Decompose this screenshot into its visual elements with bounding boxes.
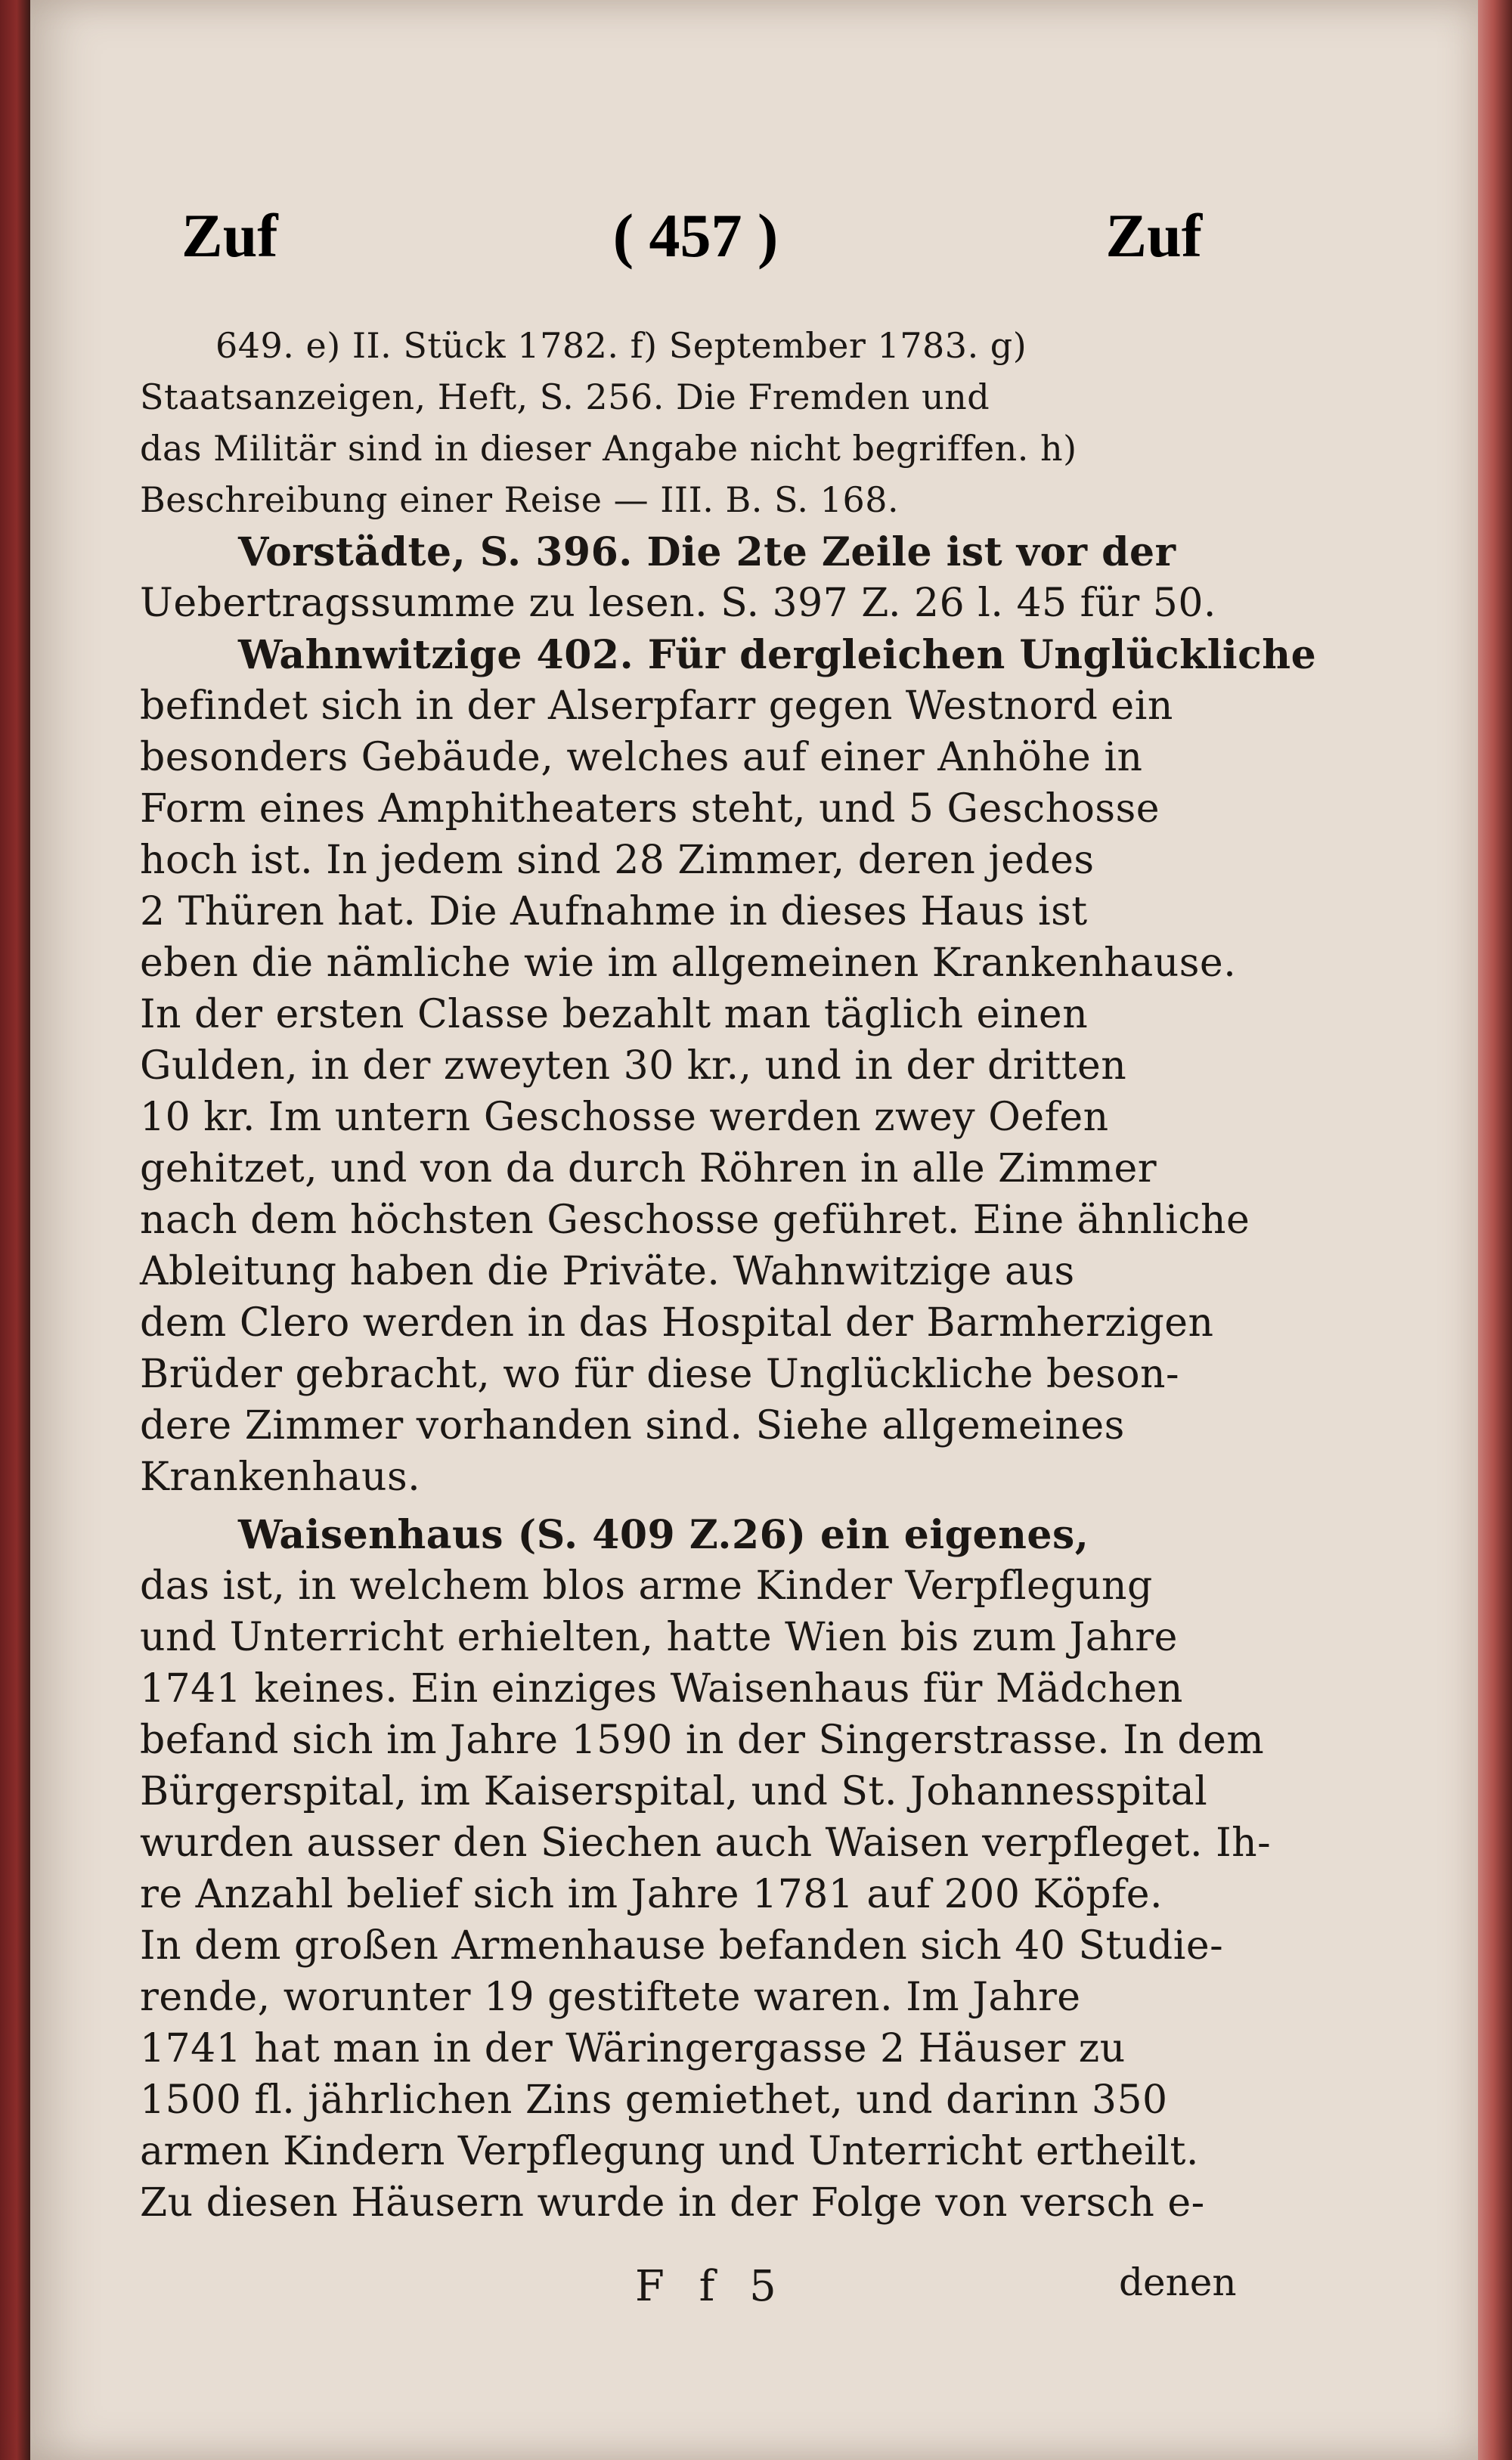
text-line: und Unterricht erhielten, hatte Wien bis zum Jahre: [140, 1615, 1178, 1660]
book-cover-edge-right: [1478, 0, 1512, 2460]
text-line: Ableitung haben die Priväte. Wahnwitzige aus: [140, 1249, 1075, 1294]
text-line: 1741 keines. Ein einziges Waisenhaus für Mädchen: [140, 1666, 1183, 1712]
text-line: befand sich im Jahre 1590 in der Singerstrasse. In dem: [140, 1718, 1265, 1763]
entry-line-waisenhaus: Waisenhaus (S. 409 Z.26) ein eigenes,: [238, 1512, 1089, 1558]
text-line: Beschreibung einer Reise — III. B. S. 168.: [140, 479, 900, 520]
text-line: Krankenhaus.: [140, 1455, 421, 1500]
text-line: wurden ausser den Siechen auch Waisen verpfleget. Ih-: [140, 1820, 1272, 1866]
entry-line-vorstaedte: Vorstädte, S. 396. Die 2te Zeile ist vor der: [238, 529, 1176, 575]
text-line: 1500 fl. jährlichen Zins gemiethet, und darinn 350: [140, 2077, 1168, 2123]
text-line: besonders Gebäude, welches auf einer Anhöhe in: [140, 735, 1143, 780]
text-line: re Anzahl belief sich im Jahre 1781 auf 200 Köpfe.: [140, 1872, 1163, 1917]
catchword: denen: [1119, 2260, 1237, 2304]
text-line: Gulden, in der zweyten 30 kr., und in der dritten: [140, 1043, 1127, 1089]
text-line: Uebertragssumme zu lesen. S. 397 Z. 26 l. 45 für 50.: [140, 581, 1216, 626]
text-line: gehitzet, und von da durch Röhren in alle Zimmer: [140, 1146, 1157, 1191]
text-line: In dem großen Armenhause befanden sich 40 Studie-: [140, 1923, 1224, 1969]
text-line: dem Clero werden in das Hospital der Barmherzigen: [140, 1300, 1214, 1346]
text-line: hoch ist. In jedem sind 28 Zimmer, deren jedes: [140, 838, 1095, 883]
entry-line-wahnwitzige: Wahnwitzige 402. Für dergleichen Unglückliche: [238, 632, 1317, 678]
text-line: 649. e) II. Stück 1782. f) September 1783. g): [215, 325, 1027, 366]
book-cover-edge-left: [0, 0, 30, 2460]
text-line: Brüder gebracht, wo für diese Unglückliche beson-: [140, 1352, 1180, 1397]
text-line: Form eines Amphitheaters steht, und 5 Geschosse: [140, 786, 1160, 832]
text-line: In der ersten Classe bezahlt man täglich einen: [140, 992, 1089, 1037]
text-line: nach dem höchsten Geschosse geführet. Eine ähnliche: [140, 1197, 1250, 1243]
header-left-catchword: Zuf: [181, 201, 278, 270]
text-line: armen Kindern Verpflegung und Unterricht ertheilt.: [140, 2129, 1199, 2174]
text-line: 1741 hat man in der Wäringergasse 2 Häuser zu: [140, 2026, 1126, 2071]
text-line: eben die nämliche wie im allgemeinen Krankenhause.: [140, 940, 1237, 986]
text-line: Zu diesen Häusern wurde in der Folge von versch e-: [140, 2180, 1205, 2226]
text-line: 2 Thüren hat. Die Aufnahme in dieses Haus ist: [140, 889, 1088, 934]
text-line: dere Zimmer vorhanden sind. Siehe allgemeines: [140, 1403, 1125, 1448]
header-right-catchword: Zuf: [1105, 201, 1202, 270]
signature-mark: F f 5: [635, 2262, 787, 2311]
text-line: Staatsanzeigen, Heft, S. 256. Die Fremden und: [140, 376, 990, 417]
text-line: das ist, in welchem blos arme Kinder Verpflegung: [140, 1563, 1153, 1609]
running-header: [181, 200, 1202, 283]
text-line: Bürgerspital, im Kaiserspital, und St. Johannesspital: [140, 1769, 1208, 1814]
text-line: rende, worunter 19 gestiftete waren. Im Jahre: [140, 1975, 1081, 2020]
page-number: ( 457 ): [612, 201, 779, 270]
text-line: befindet sich in der Alserpfarr gegen Westnord ein: [140, 683, 1173, 729]
text-line: 10 kr. Im untern Geschosse werden zwey Oefen: [140, 1095, 1109, 1140]
text-line: das Militär sind in dieser Angabe nicht begriffen. h): [140, 428, 1077, 469]
